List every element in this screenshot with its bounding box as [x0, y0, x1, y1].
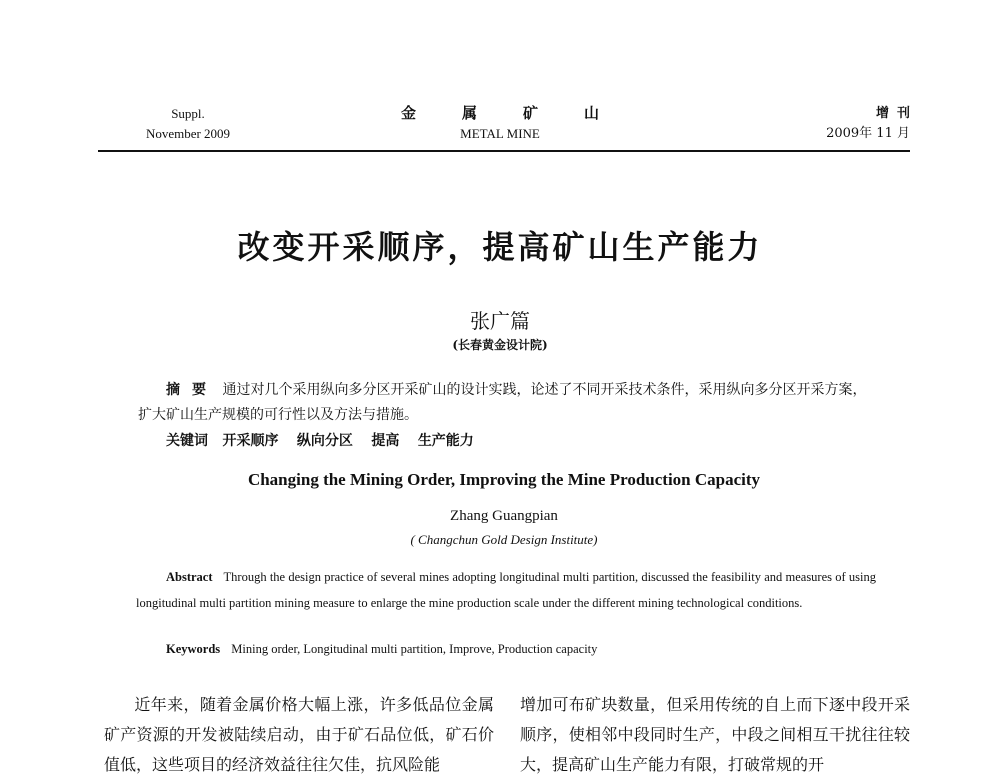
article-title-en: Changing the Mining Order, Improving the Mine Production Capacity	[247, 470, 761, 489]
body-text-right: 增加可布矿块数量，但采用传统的自上而下逐中段开采顺序，使相邻中段同时生产，中段之间相互干扰往往较大，提高矿山生产能力有限，打破常规的开	[520, 695, 910, 774]
journal-header	[400, 102, 645, 144]
abstract-en	[136, 564, 876, 616]
body-column-right	[520, 690, 910, 780]
body-text-left: 近年来，随着金属价格大幅上涨，许多低品位金属矿产资源的开发被陆续启动，由于矿石品位低，矿石价值低，这些项目的经济效益往往欠佳，抗风险能	[104, 695, 494, 774]
affiliation-en: ( Changchun Gold Design Institute)	[410, 532, 598, 547]
keywords-en	[166, 642, 866, 657]
abstract-cn-text: 通过对几个采用纵向多分区开采矿山的设计实践，论述了不同开采技术条件，采用纵向多分区开采方案，扩大矿山生产规模的可行性以及方法与措施。	[138, 382, 867, 423]
header-rule	[98, 150, 910, 152]
header-left	[108, 104, 268, 144]
keyword-cn: 提高	[371, 433, 400, 449]
keyword-cn: 纵向分区	[296, 433, 353, 449]
supplement-label: Suppl.	[171, 106, 205, 121]
supplement-label-cn: 增刊	[875, 106, 918, 121]
journal-name-en: METAL MINE	[460, 126, 540, 141]
author-name-cn: 张广篇	[470, 309, 530, 333]
affiliation-cn: (长春黄金设计院)	[452, 338, 548, 352]
journal-name-cn: 金属矿山	[400, 104, 645, 122]
keyword-cn: 生产能力	[417, 433, 474, 449]
abstract-en-label: Abstract	[166, 570, 213, 584]
keywords-en-text: Mining order, Longitudinal multi partition, Improve, Production capacity	[231, 642, 598, 656]
issue-date-cn: 2009年 11 月	[826, 126, 910, 141]
keyword-cn: 开采顺序	[222, 433, 279, 449]
article-title-cn: 改变开采顺序，提高矿山生产能力	[237, 228, 763, 266]
keywords-cn	[166, 430, 866, 450]
abstract-cn-label: 摘要	[166, 382, 218, 398]
keywords-en-label: Keywords	[166, 642, 221, 656]
abstract-cn	[138, 378, 878, 428]
keywords-cn-label: 关键词	[166, 433, 208, 449]
body-column-left	[104, 690, 494, 780]
author-name-en: Zhang Guangpian	[450, 508, 558, 524]
issue-date-en: November 2009	[145, 126, 231, 141]
abstract-en-text: Through the design practice of several mines adopting longitudinal multi partition, discussed the feasibility and measures of using longitudinal multi partition mining measure to enlarge the mine production scale under the different mining technological conditions.	[136, 570, 876, 610]
header-right	[770, 104, 918, 144]
